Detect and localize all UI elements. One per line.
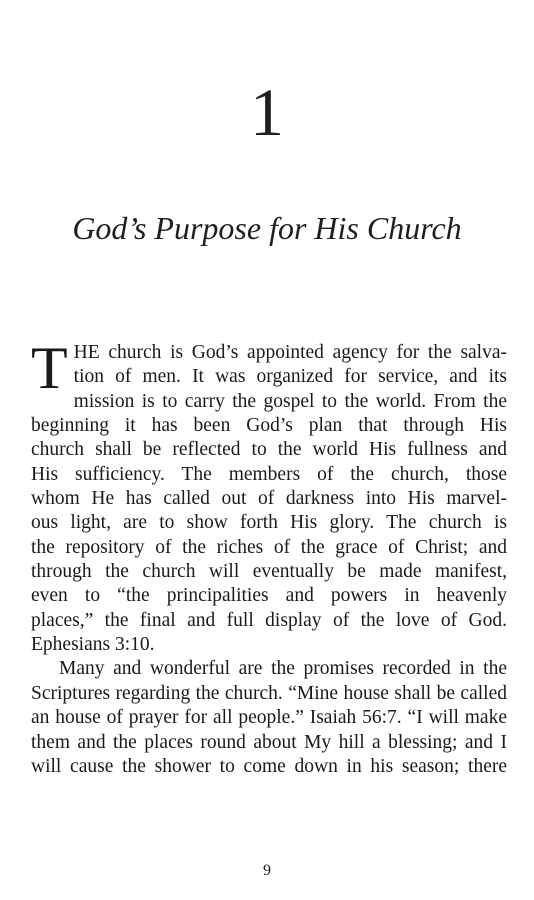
chapter-number: 1	[250, 74, 284, 150]
page-number: 9	[263, 862, 271, 879]
text-line: HE church is God’s appointed agency for the salva-	[73, 342, 507, 363]
text-line: Many and wonderful are the promises recorded in the	[59, 658, 507, 680]
paragraph-2	[31, 657, 507, 779]
text-line: church shall be reflected to the world His fullness and	[31, 439, 507, 461]
text-line: whom He has called out of darkness into His marvel-	[31, 488, 507, 510]
text-line: will cause the shower to come down in his season; there	[31, 755, 507, 777]
text-line: them and the places round about My hill a blessing; and I	[31, 731, 507, 753]
text-line: tion of men. It was organized for service, and its	[73, 366, 507, 388]
text-line: even to “the principalities and powers in heavenly	[31, 585, 507, 607]
text-line: the repository of the riches of the grace of Christ; and	[31, 536, 507, 558]
text-line: an house of prayer for all people.” Isaiah 56:7. “I will make	[31, 707, 507, 729]
drop-cap: T	[31, 335, 68, 401]
chapter-title: God’s Purpose for His Church	[72, 210, 462, 246]
paragraph-1	[31, 335, 507, 657]
text-line: His sufficiency. The members of the church, those	[31, 463, 507, 485]
text-line: Scriptures regarding the church. “Mine house shall be called	[31, 682, 507, 704]
text-line: places,” the final and full display of the love of God.	[31, 609, 507, 631]
text-line: Ephesians 3:10.	[31, 634, 155, 656]
text-line: beginning it has been God’s plan that through His	[31, 415, 507, 437]
chapter-body	[31, 335, 507, 779]
text-line: through the church will eventually be made manifest,	[31, 561, 507, 583]
text-line: ous light, are to show forth His glory. The church is	[31, 512, 507, 534]
text-line: mission is to carry the gospel to the world. From the	[73, 390, 507, 412]
